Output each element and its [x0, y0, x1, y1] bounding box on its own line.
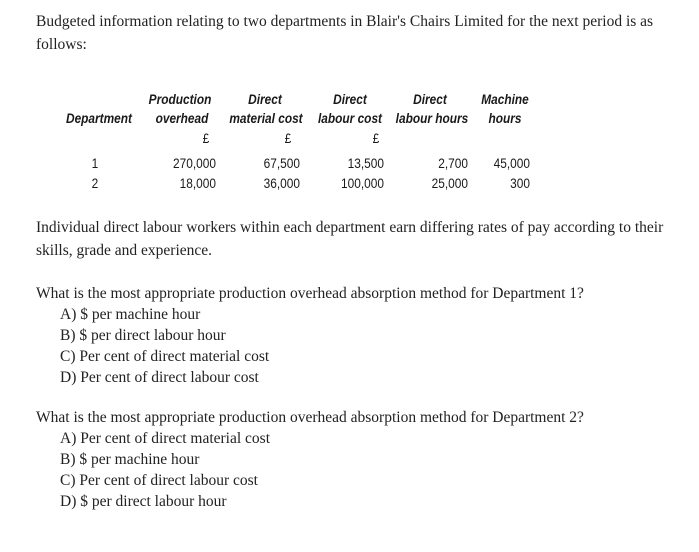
question-2-option-a[interactable]: A) Per cent of direct material cost — [60, 430, 271, 447]
header-department: Department — [65, 111, 132, 126]
header-mh-line1: Machine — [481, 92, 529, 107]
question-1 — [36, 283, 676, 388]
question-1-option-c[interactable]: C) Per cent of direct material cost — [60, 348, 270, 365]
unit-dmc: £ — [284, 131, 292, 146]
question-2-stem: What is the most appropriate production overhead absorption method for Department 2? — [36, 409, 584, 426]
row2-production-overhead: 18,000 — [179, 176, 216, 191]
row2-direct-labour-cost: 100,000 — [341, 176, 384, 191]
question-1-option-a[interactable]: A) $ per machine hour — [60, 306, 201, 323]
question-1-stem: What is the most appropriate production overhead absorption method for Department 1? — [36, 285, 584, 302]
header-dmc-line1: Direct — [248, 92, 282, 107]
unit-dlc: £ — [372, 131, 380, 146]
row2-direct-labour-hours: 25,000 — [431, 176, 468, 191]
row1-machine-hours: 45,000 — [493, 156, 530, 171]
header-dlc-line2: labour cost — [317, 111, 383, 126]
question-1-option-b[interactable]: B) $ per direct labour hour — [60, 327, 226, 344]
question-2-option-b[interactable]: B) $ per machine hour — [60, 451, 200, 468]
header-dlc-line1: Direct — [333, 92, 367, 107]
row1-direct-labour-cost: 13,500 — [347, 156, 384, 171]
row2-machine-hours: 300 — [510, 176, 530, 191]
row1-direct-material-cost: 67,500 — [263, 156, 300, 171]
row1-department: 1 — [91, 156, 99, 171]
header-mh-line2: hours — [488, 111, 522, 126]
header-dlh-line1: Direct — [413, 92, 447, 107]
note-paragraph: Individual direct labour workers within each department earn differing rates of pay according to their skills, grade and experience. — [36, 219, 664, 259]
budget-table — [0, 0, 699, 200]
row2-direct-material-cost: 36,000 — [263, 176, 300, 191]
row1-direct-labour-hours: 2,700 — [438, 156, 468, 171]
header-production-line2: overhead — [155, 111, 209, 126]
header-dmc-line2: material cost — [229, 111, 303, 126]
question-2-option-d[interactable]: D) $ per direct labour hour — [60, 493, 227, 510]
question-1-option-d[interactable]: D) Per cent of direct labour cost — [60, 369, 259, 386]
row1-production-overhead: 270,000 — [173, 156, 216, 171]
header-production-line1: Production — [148, 92, 212, 107]
question-2 — [36, 407, 676, 512]
row2-department: 2 — [91, 176, 99, 191]
header-dlh-line2: labour hours — [395, 111, 469, 126]
intro-paragraph: Budgeted information relating to two departments in Blair's Chairs Limited for the next period is as follows: — [36, 13, 654, 53]
unit-production: £ — [202, 131, 210, 146]
question-2-option-c[interactable]: C) Per cent of direct labour cost — [60, 472, 258, 489]
